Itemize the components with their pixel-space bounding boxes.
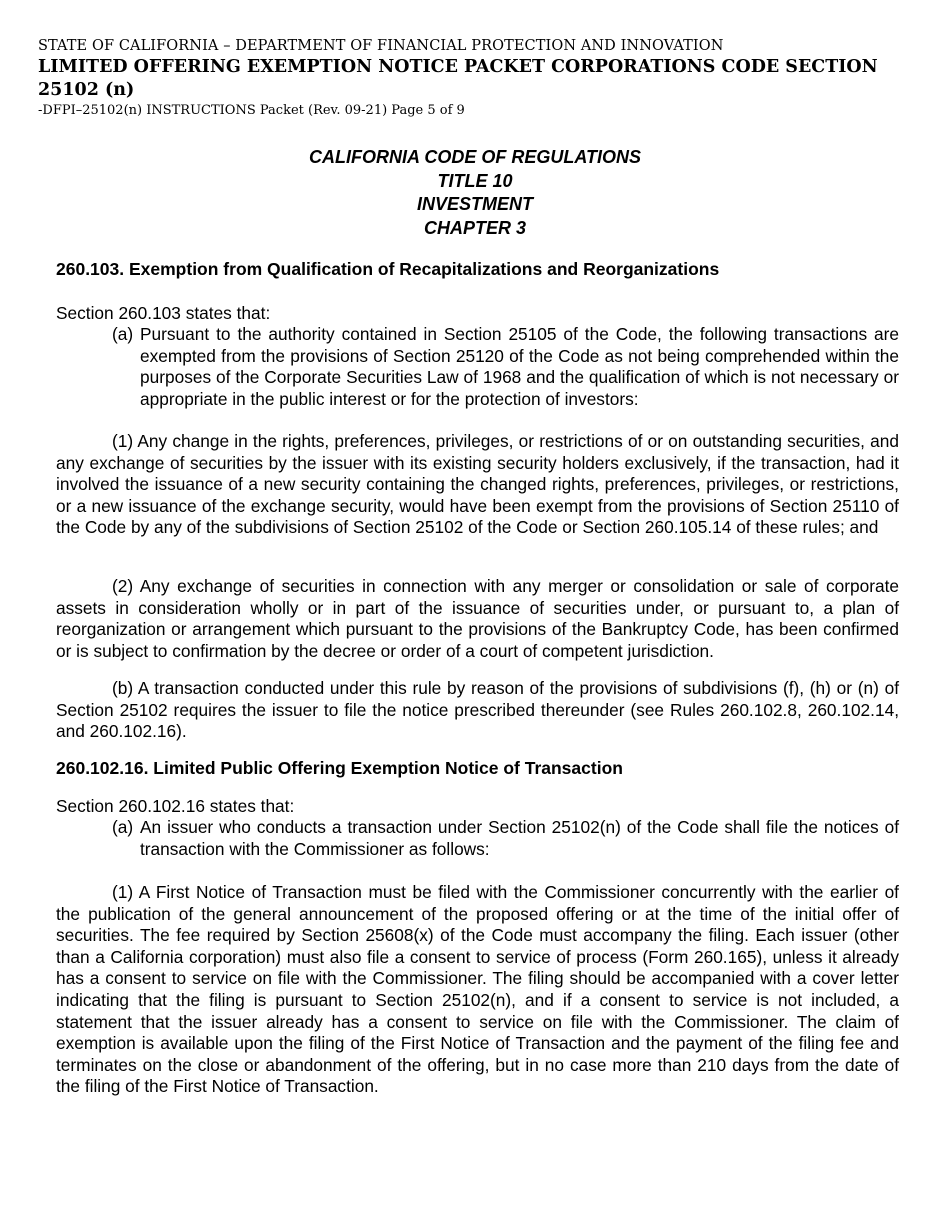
- section-heading: 260.102.16. Limited Public Offering Exemption Notice of Transaction: [56, 758, 623, 778]
- section-260-102-16-item-a: [56, 817, 899, 860]
- section-260-102-16-para-1: [56, 882, 899, 1098]
- section-260-102-16-intro: [56, 796, 899, 818]
- subitem-label: (a): [112, 817, 134, 837]
- subitem-text: An issuer who conducts a transaction under Section 25102(n) of the Code shall file the notices of transaction with the Commissioner as follows:: [140, 817, 899, 859]
- paragraph: (2) Any exchange of securities in connection with any merger or consolidation or sale of corporate assets in consideration wholly or in part of the issuance of securities under, or pursuant to, a plan of reorganization or arrangement which pursuant to the provisions of the Bankruptcy Code, has been confirmed or is subject to confirmation by the decree or order of a court of competent jurisdiction.: [56, 576, 899, 661]
- title-line-chapter: CHAPTER 3: [423, 217, 526, 238]
- section-heading: 260.103. Exemption from Qualification of Recapitalizations and Reorganizations: [56, 259, 720, 279]
- title-line-subject: INVESTMENT: [416, 194, 533, 214]
- subitem-a: [56, 324, 899, 410]
- regulation-title-block: [0, 146, 950, 240]
- section-260-103-intro: [56, 303, 899, 325]
- paragraph: (1) A First Notice of Transaction must be filed with the Commissioner concurrently with the earlier of the publication of the general announcement of the proposed offering or at the time of the initial offer of securities. The fee required by Section 25608(x) of the Code must accompany the filing. Each issuer (other than a California corporation) must also file a consent to service of process (Form 260.165), unless it already has a consent to service on file with the Commissioner. The filing should be accompanied with a cover letter indicating that the filing is pursuant to Section 25102(n), and if a consent to service is not included, a statement that the issuer already has a consent to service on file with the Commissioner. The claim of exemption is available upon the filing of the First Notice of Transaction and the payment of the filing fee and terminates on the close or abandonment of the offering, but in no case more than 210 days from the date of the filing of the First Notice of Transaction.: [56, 882, 899, 1097]
- section-260-103-para-b: [56, 678, 899, 743]
- form-reference: -DFPI–25102(n) INSTRUCTIONS Packet (Rev. 09-21) Page 5 of 9: [38, 103, 465, 118]
- packet-title: LIMITED OFFERING EXEMPTION NOTICE PACKET CORPORATIONS CODE SECTION 25102 (n): [38, 57, 878, 100]
- paragraph: (b) A transaction conducted under this rule by reason of the provisions of subdivisions (f), (h) or (n) of Section 25102 requires the issuer to file the notice prescribed thereunder (see Rules 260.102.8, 260.102.14, and 260.102.16).: [56, 678, 899, 742]
- section-260-103-para-1: [56, 431, 899, 539]
- section-260-102-16-heading: [56, 758, 899, 780]
- agency-line: STATE OF CALIFORNIA – DEPARTMENT OF FINANCIAL PROTECTION AND INNOVATION: [38, 38, 724, 54]
- subitem-text: Pursuant to the authority contained in Section 25105 of the Code, the following transactions are exempted from the provisions of Section 25120 of the Code as not being comprehended within the purposes of the Corporate Securities Law of 1968 and the qualification of which is not necessary or appropriate in the public interest or for the protection of investors:: [140, 324, 899, 409]
- section-260-103-para-2: [56, 576, 899, 662]
- document-header: [38, 36, 918, 119]
- subitem-a: [56, 817, 899, 860]
- title-line-title: TITLE 10: [437, 170, 513, 191]
- section-intro: Section 260.102.16 states that:: [56, 796, 295, 816]
- section-intro: Section 260.103 states that:: [56, 303, 271, 323]
- title-line-code: CALIFORNIA CODE OF REGULATIONS: [309, 147, 641, 167]
- paragraph: (1) Any change in the rights, preferences, privileges, or restrictions of or on outstanding securities, and any exchange of securities by the issuer with its existing security holders exclusively, if the transaction, had it involved the issuance of a new security containing the changed rights, preferences, privileges, or restrictions, or a new issuance of the exchange security, would have been exempt from the provisions of Section 25110 of the Code by any of the subdivisions of Section 25102 of the Code or Section 260.105.14 of these rules; and: [56, 431, 899, 538]
- section-260-103-item-a: [56, 324, 899, 410]
- section-260-103-heading: [56, 259, 899, 281]
- subitem-label: (a): [112, 324, 134, 344]
